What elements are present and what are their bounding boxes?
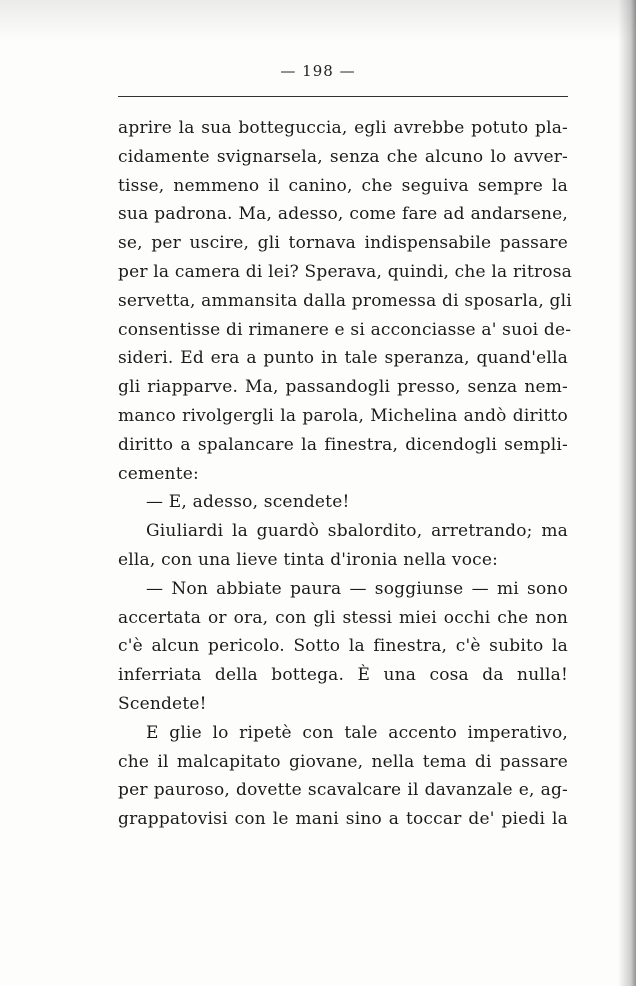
page-edge-shadow [618, 0, 636, 986]
paper-grain [0, 0, 636, 40]
text-line: sideri. Ed era a punto in tale speranza, quand'ella [118, 348, 568, 369]
text-line: c'è alcun pericolo. Sotto la finestra, c'è subito la [118, 636, 568, 657]
text-line: cidamente svignarsela, senza che alcuno lo avver- [118, 146, 568, 167]
text-line: grappatovisi con le mani sino a toccar de' piedi la [118, 809, 568, 830]
text-line: E glie lo ripetè con tale accento imperativo, [146, 722, 568, 743]
text-line: aprire la sua botteguccia, egli avrebbe potuto pla- [118, 118, 568, 138]
text-line: sua padrona. Ma, adesso, come fare ad andarsene, [118, 204, 568, 225]
text-line: tisse, nemmeno il canino, che seguiva sempre la [118, 175, 568, 196]
text-line: per la camera di lei? Sperava, quindi, che la ritrosa [118, 261, 572, 282]
text-line: inferriata della bottega. È una cosa da nulla! [118, 665, 568, 686]
body-text [118, 114, 572, 834]
text-line: manco rivolgergli la parola, Michelina andò diritto [118, 405, 568, 426]
text-line: Scendete! [118, 693, 207, 714]
text-line: se, per uscire, gli tornava indispensabile passare [118, 233, 568, 254]
text-line: Giuliardi la guardò sbalordito, arretrando; ma [146, 521, 568, 542]
header-rule [118, 96, 568, 97]
text-line: cemente: [118, 463, 199, 484]
text-line: per pauroso, dovette scavalcare il davanzale e, ag- [118, 780, 568, 801]
text-line: gli riapparve. Ma, passandogli presso, senza nem- [118, 377, 568, 398]
text-line: — E, adesso, scendete! [146, 492, 350, 513]
text-line: consentisse di rimanere e si acconciasse a' suoi de- [118, 319, 572, 340]
text-line: ella, con una lieve tinta d'ironia nella voce: [118, 549, 499, 570]
page-number: — 198 — [280, 62, 356, 80]
text-line: che il malcapitato giovane, nella tema di passare [118, 751, 568, 772]
text-line: — Non abbiate paura — soggiunse — mi sono [146, 578, 568, 599]
text-line: servetta, ammansita dalla promessa di sposarla, gli [118, 290, 572, 311]
text-line: accertata or ora, con gli stessi miei occhi che non [118, 607, 568, 628]
text-line: diritto a spalancare la finestra, dicendogli sempli- [118, 434, 568, 455]
